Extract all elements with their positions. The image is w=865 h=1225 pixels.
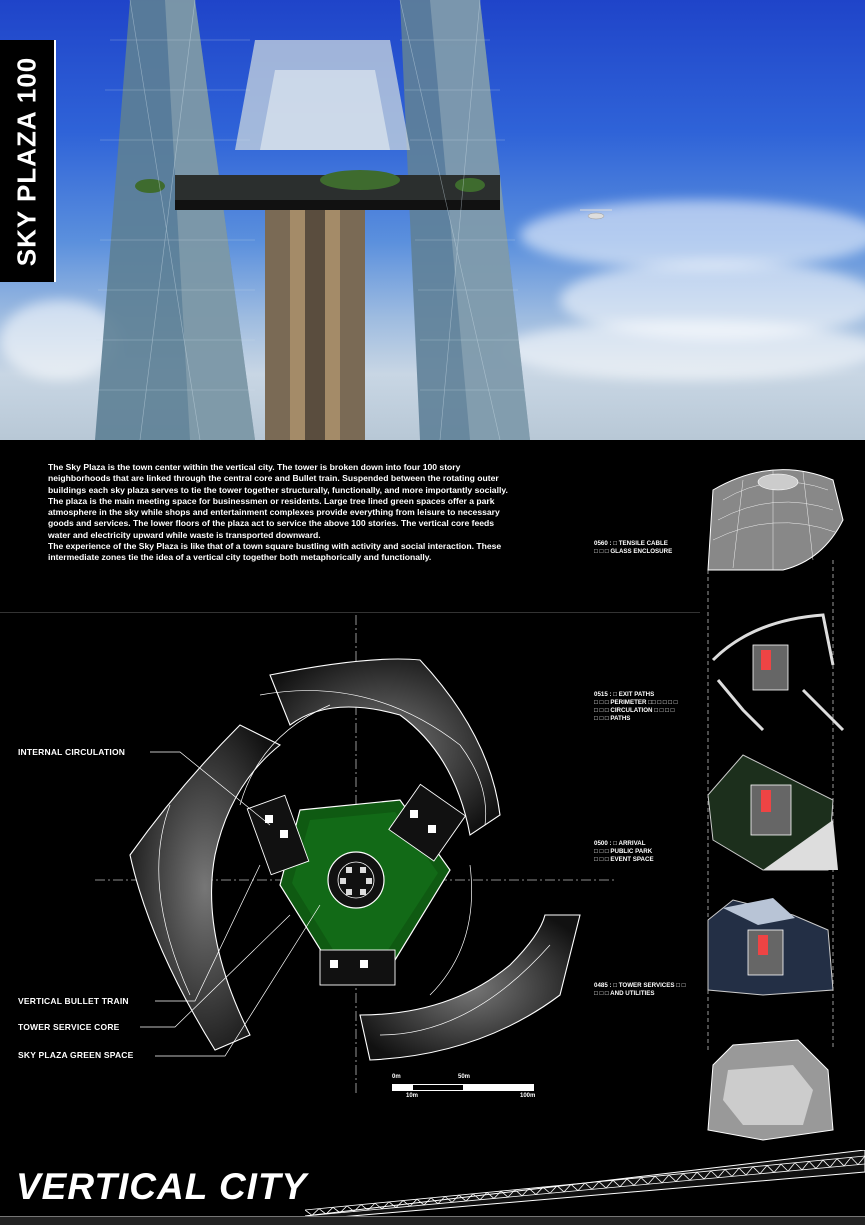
section-label-0500: 0500 : □ ARRIVAL □ □ □ PUBLIC PARK □ □ □ EVENT SPACE — [594, 840, 654, 863]
scale-label-10m: 10m — [406, 1093, 419, 1099]
description-paragraph-1: The Sky Plaza is the town center within the vertical city. The tower is broken down into four 100 story neighborhoods that are linked through the central core and Bullet train. Suspended between the rotating outer buildings each sky plaza serves to tie the tower together structurally, functionally, and more importantly socially. The plaza is the main meeting space for businessmen or residents. Large tree lined green spaces offer a park atmosphere in the sky while shops and entertainment complexes provide everything from leisure to necessary goods and services. The lower floors of the plaza act to service the above 100 stories. The vertical core feeds water and electricity upward while waste is transported downward. — [48, 462, 508, 540]
scale-bar-graphic — [392, 1084, 534, 1091]
structural-base-diagram — [708, 1040, 833, 1140]
scale-label-50m: 50m — [458, 1074, 471, 1080]
section-label-0485: 0485 : □ TOWER SERVICES □ □ □ □ □ AND UTILITIES — [594, 982, 686, 997]
description-text — [48, 462, 518, 564]
section-divider — [0, 612, 700, 613]
scale-bar — [392, 1074, 542, 1104]
label-sky-plaza-green-space: SKY PLAZA GREEN SPACE — [18, 1050, 134, 1060]
section-label-0515: 0515 : □ EXIT PATHS □ □ □ PERIMETER □□ □ □ □ □ □ □ □ CIRCULATION □ □ □ □ □ □ □ PATHS — [594, 691, 678, 722]
label-tower-service-core: TOWER SERVICE CORE — [18, 1022, 120, 1032]
poster-vertical-title: SKY PLAZA 100 — [0, 40, 56, 282]
scale-label-0m: 0m — [392, 1074, 401, 1080]
description-paragraph-2: The experience of the Sky Plaza is like that of a town square bustling with activity and social interaction. These intermediate zones tie the idea of a vertical city together both metaphorically and functionally. — [48, 541, 502, 563]
tower-services-diagram — [708, 898, 833, 995]
tower-rendering — [0, 0, 865, 440]
section-label-0560: 0560 : □ TENSILE CABLE □ □ □ GLASS ENCLOSURE — [594, 540, 673, 555]
truss-graphic — [305, 1150, 865, 1220]
public-park-diagram — [708, 755, 838, 870]
poster-brand-title: VERTICAL CITY — [16, 1166, 308, 1207]
label-internal-circulation: INTERNAL CIRCULATION — [18, 747, 126, 757]
scale-label-100m: 100m — [520, 1093, 536, 1099]
section-diagrams — [703, 450, 863, 1150]
label-vertical-bullet-train: VERTICAL BULLET TRAIN — [18, 996, 129, 1006]
